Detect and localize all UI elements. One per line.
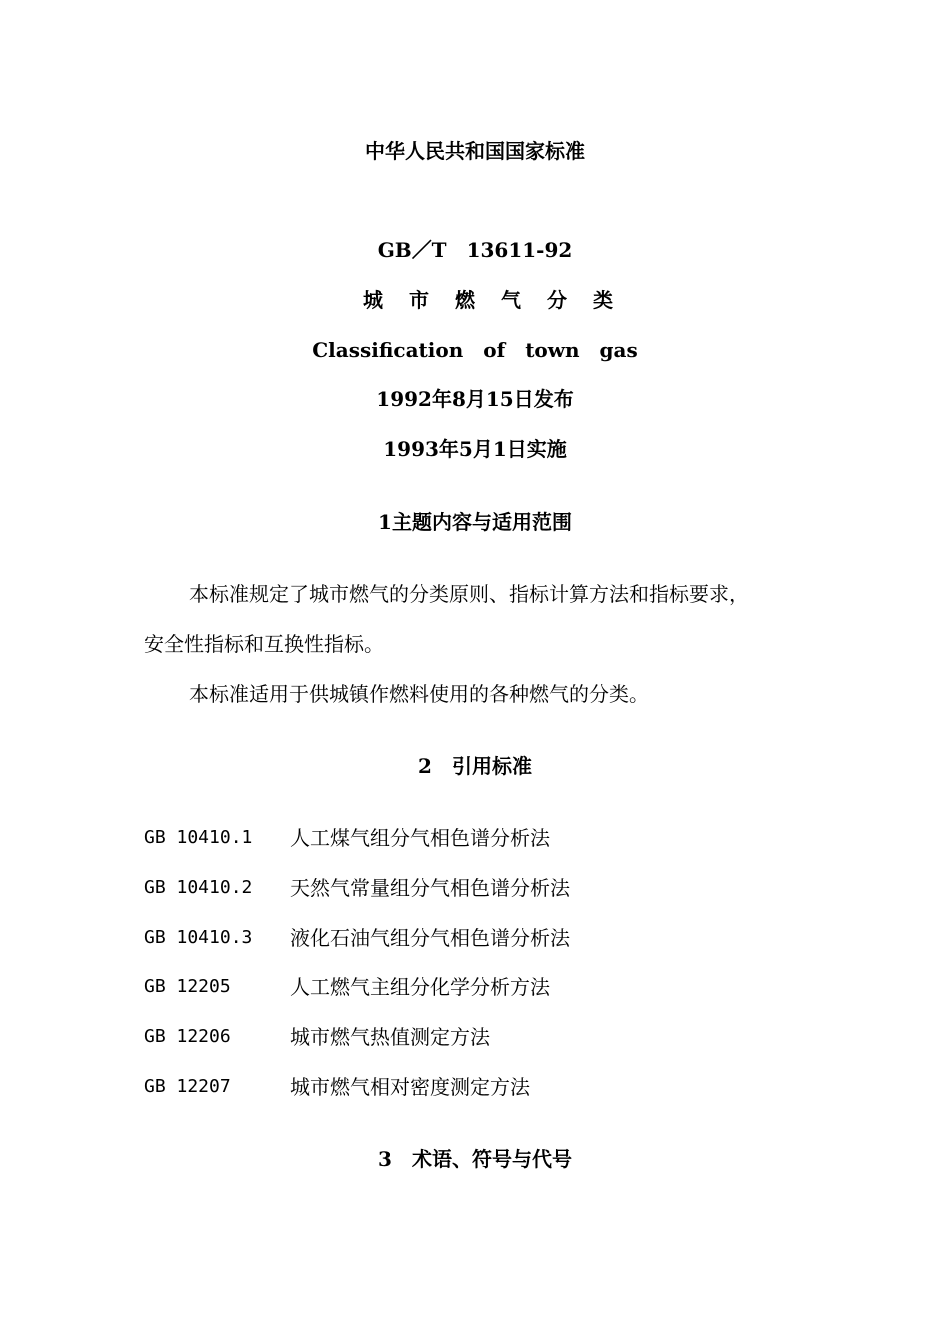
standard-code: GB／T 13611-92 (377, 238, 573, 262)
reference-code: GB 10410.3 (144, 927, 253, 948)
document-title-cn: 城市燃气分类 (363, 288, 639, 312)
reference-title: 城市燃气热值测定方法 (290, 1025, 490, 1049)
document-title-en: Classification of town gas (312, 338, 638, 362)
reference-code: GB 12205 (144, 976, 231, 997)
reference-code: GB 12206 (144, 1026, 231, 1047)
section-1-heading: 1主题内容与适用范围 (378, 510, 572, 534)
reference-title: 城市燃气相对密度测定方法 (290, 1075, 530, 1099)
section-3-heading: 3 术语、符号与代号 (378, 1147, 572, 1171)
section-2-heading: 2 引用标准 (418, 754, 532, 778)
reference-code: GB 10410.1 (144, 827, 253, 848)
implementation-date: 1993年5月1日实施 (383, 437, 567, 461)
reference-title: 液化石油气组分气相色谱分析法 (290, 926, 570, 950)
issue-date: 1992年8月15日发布 (376, 387, 574, 411)
section-1-paragraph-1-line-1: 本标准规定了城市燃气的分类原则、指标计算方法和指标要求， (189, 582, 749, 606)
reference-code: GB 12207 (144, 1076, 231, 1097)
reference-title: 人工煤气组分气相色谱分析法 (290, 826, 550, 850)
section-1-paragraph-1-line-2: 安全性指标和互换性指标。 (144, 632, 384, 656)
reference-title: 人工燃气主组分化学分析方法 (290, 975, 550, 999)
reference-title: 天然气常量组分气相色谱分析法 (290, 876, 570, 900)
reference-code: GB 10410.2 (144, 877, 253, 898)
national-standard-heading: 中华人民共和国国家标准 (365, 139, 585, 163)
section-1-paragraph-2: 本标准适用于供城镇作燃料使用的各种燃气的分类。 (189, 682, 649, 706)
